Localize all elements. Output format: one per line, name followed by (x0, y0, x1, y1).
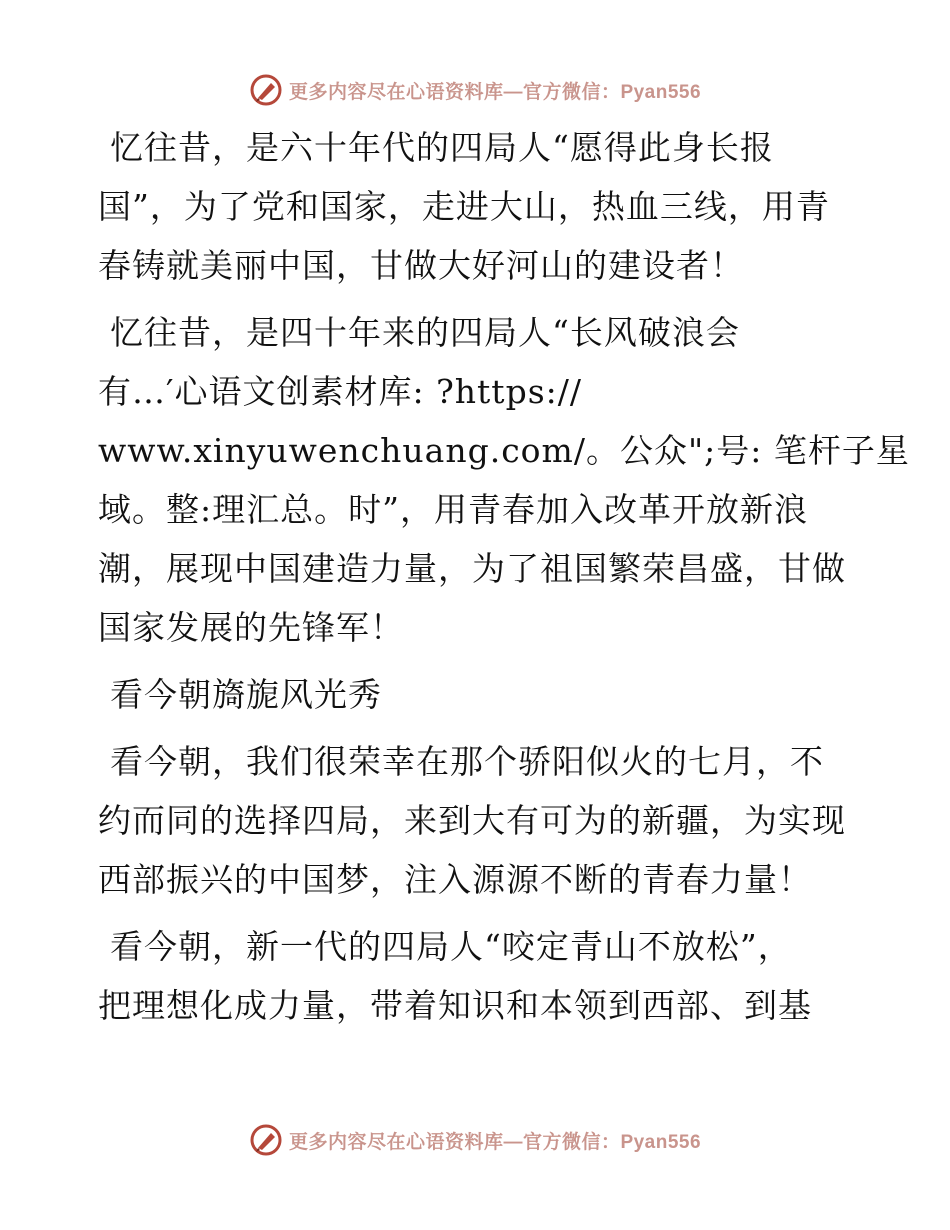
watermark-text: 更多内容尽在心语资料库—官方微信：Pyan556 (288, 81, 702, 103)
paragraph-2 (98, 303, 910, 657)
text-line: 国”，为了党和国家，走进大山，热血三线，用青 (98, 187, 830, 226)
text-line: 忆往昔，是四十年来的四局人“长风破浪会 (110, 313, 740, 352)
text-line: 看今朝旖旎风光秀 (110, 675, 382, 714)
text-line: 把理想化成力量，带着知识和本领到西部、到基 (98, 986, 812, 1025)
header-watermark (0, 72, 950, 108)
text-line: 约而同的选择四局，来到大有可为的新疆，为实现 (98, 801, 846, 840)
footer-watermark (0, 1122, 950, 1158)
document-body (98, 118, 910, 1043)
pen-logo-icon (249, 1123, 283, 1157)
text-line: 国家发展的先锋军！ (98, 608, 404, 647)
pen-logo-icon (249, 73, 283, 107)
text-line: 有…′心语文创素材库: ?https:// (98, 372, 582, 411)
paragraph-4 (98, 917, 858, 1035)
paragraph-1 (98, 118, 858, 295)
text-line: 看今朝，我们很荣幸在那个骄阳似火的七月，不 (110, 742, 824, 781)
paragraph-3 (98, 732, 858, 909)
text-line: www.xinyuwenchuang.com/。公众";号: 笔杆子星 (98, 431, 910, 470)
watermark-text: 更多内容尽在心语资料库—官方微信：Pyan556 (288, 1131, 702, 1153)
text-line: 看今朝，新一代的四局人“咬定青山不放松”， (110, 927, 792, 966)
text-line: 域。整:理汇总。时”，用青春加入改革开放新浪 (98, 490, 808, 529)
text-line: 西部振兴的中国梦，注入源源不断的青春力量！ (98, 860, 812, 899)
section-heading (98, 665, 858, 724)
text-line: 春铸就美丽中国，甘做大好河山的建设者！ (98, 246, 744, 285)
text-line: 忆往昔，是六十年代的四局人“愿得此身长报 (110, 128, 774, 167)
text-line: 潮，展现中国建造力量，为了祖国繁荣昌盛，甘做 (98, 549, 846, 588)
